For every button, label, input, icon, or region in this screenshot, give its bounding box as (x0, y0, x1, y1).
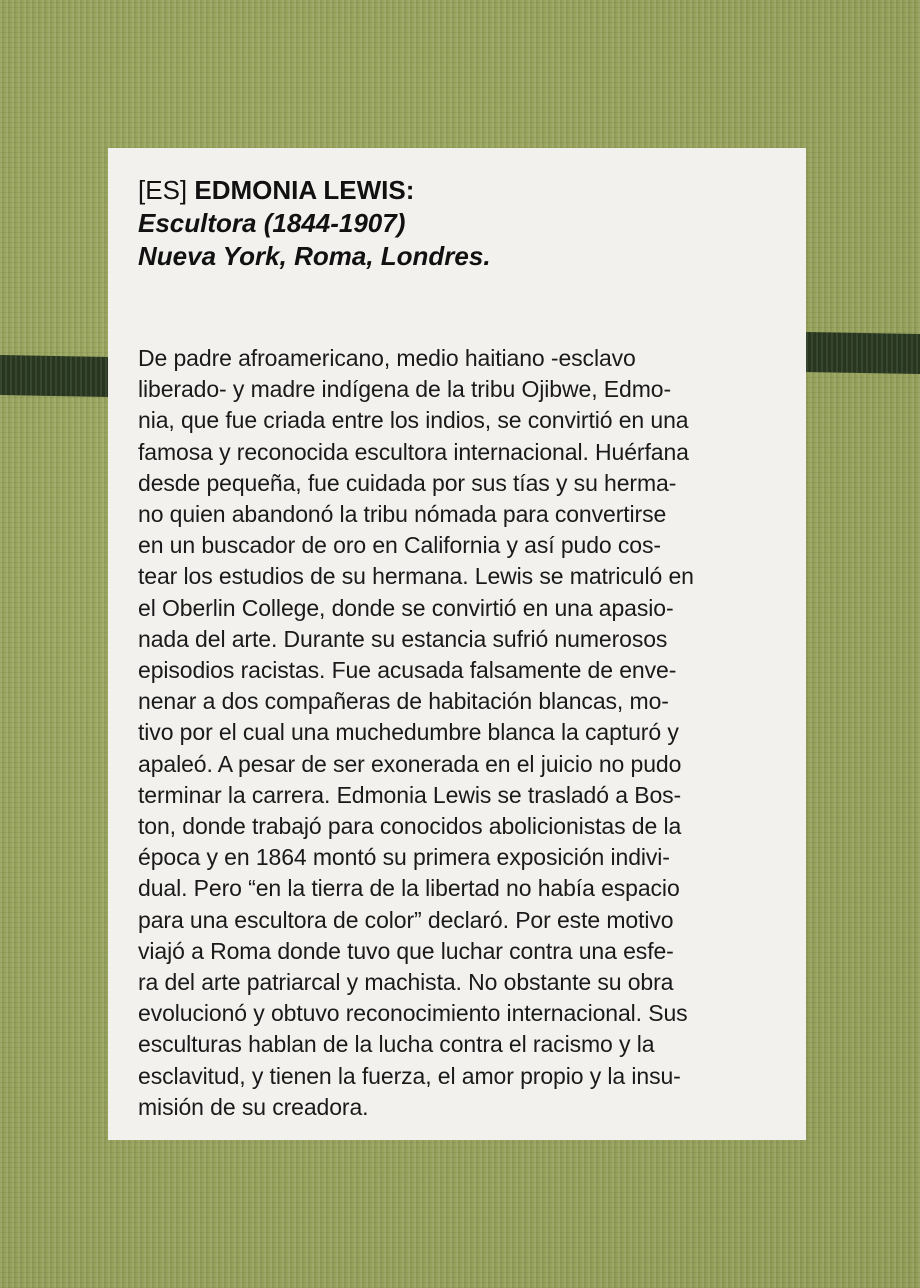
background-stripe-left (0, 355, 110, 397)
subject-subtitle: Escultora (1844-1907) (138, 208, 406, 238)
biography-text: De padre afroamericano, medio haitiano -esclavo liberado- y madre indígena de la tribu Ojibwe, Edmo- nia, que fue criada entre los indios, se convirtió en una famosa y reconocida escultora internacional. Huérfana desde pequeña, fue cuidada por sus tías y su herma- no quien abandonó la tribu nómada para convertirse en un buscador de oro en California y así pudo cos- tear los estudios de su hermana. Lewis se matriculó en el Oberlin College, donde se convirtió en una apasio- nada del arte. Durante su estancia sufrió numerosos episodios racistas. Fue acusada falsamente de enve- nenar a dos compañeras de habitación blancas, mo- tivo por el cual una muchedumbre blanca la capturó y apaleó. A pesar de ser exonerada en el juicio no pudo terminar la carrera. Edmonia Lewis se trasladó a Bos- ton, donde trabajó para conocidos abolicionistas de la época y en 1864 montó su primera exposición indivi- dual. Pero “en la tierra de la libertad no había espacio para una escultora de color” declaró. Por este motivo viajó a Roma donde tuvo que luchar contra una esfe- ra del arte patriarcal y machista. No obstante su obra evolucionó y obtuvo reconocimiento internacional. Sus esculturas hablan de la lucha contra el racismo y la esclavitud, y tienen la fuerza, el amor propio y la insu- misión de su creadora. (138, 345, 694, 1120)
card-heading (138, 174, 776, 273)
subject-places: Nueva York, Roma, Londres. (138, 241, 491, 271)
text-card (108, 148, 806, 1140)
language-tag: [ES] (138, 175, 188, 205)
subject-name: EDMONIA LEWIS: (194, 175, 415, 205)
background-stripe-right (806, 332, 920, 374)
